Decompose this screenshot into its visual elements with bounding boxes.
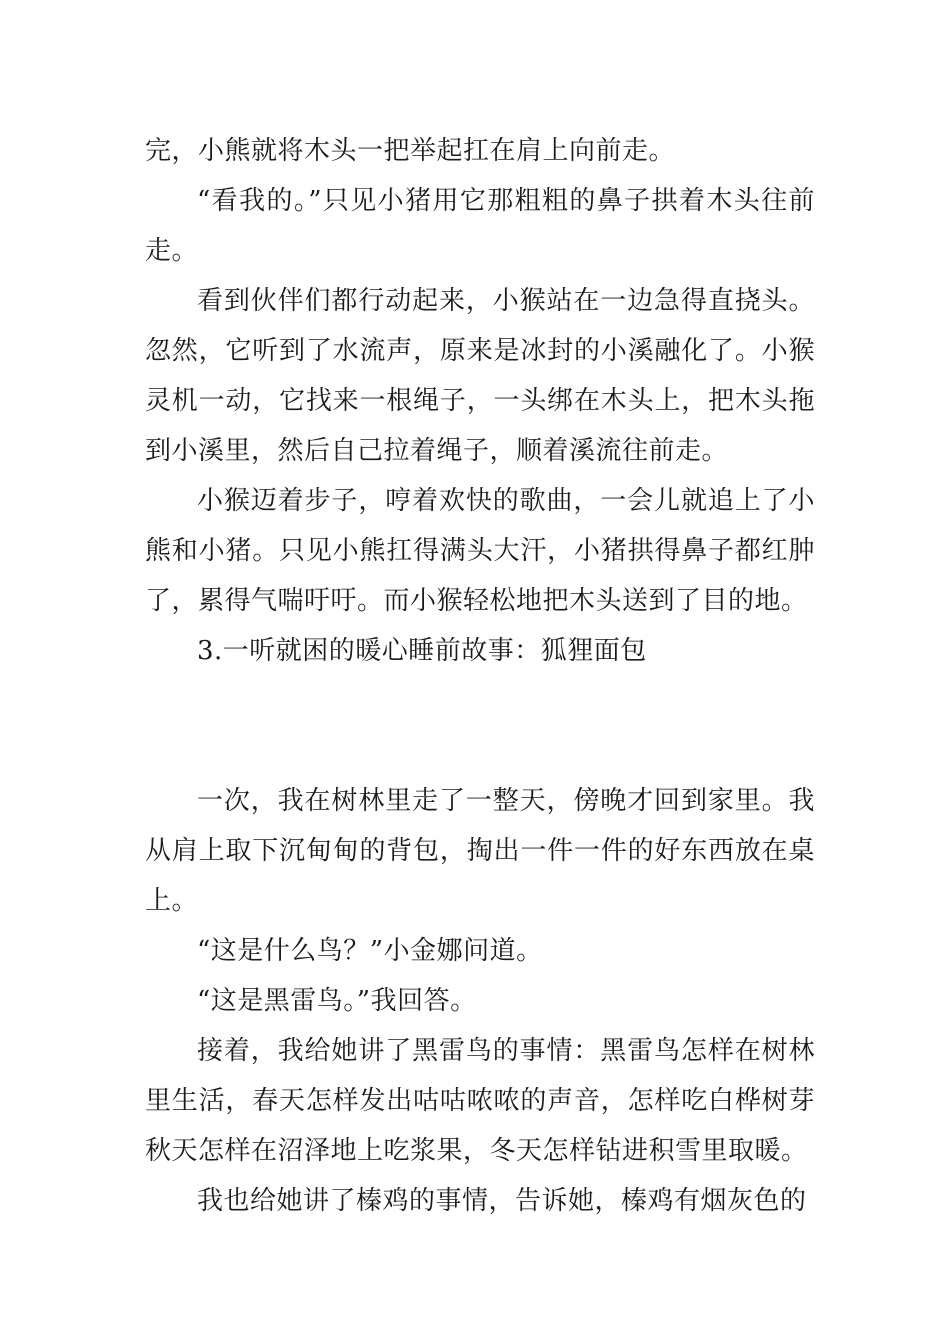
paragraph-2: “看我的。”只见小猪用它那粗粗的鼻子拱着木头往前走。 bbox=[145, 186, 815, 266]
document-body bbox=[145, 126, 815, 1226]
paragraph-3: 看到伙伴们都行动起来，小猴站在一边急得直挠头。忽然，它听到了水流声，原来是冰封的小溪融化了。小猴灵机一动，它找来一根绳子，一头绑在木头上，把木头拖到小溪里，然后自己拉着绳子，顺着溪流往前走。 bbox=[145, 286, 815, 466]
blank-space bbox=[145, 676, 815, 776]
paragraph-8: 接着，我给她讲了黑雷鸟的事情：黑雷鸟怎样在树林里生活，春天怎样发出咕咕哝哝的声音，怎样吃白桦树芽秋天怎样在沼泽地上吃浆果，冬天怎样钻进积雪里取暖。 bbox=[145, 1036, 815, 1166]
paragraph-1: 完，小熊就将木头一把举起扛在肩上向前走。 bbox=[145, 136, 676, 166]
paragraph-4: 小猴迈着步子，哼着欢快的歌曲，一会儿就追上了小熊和小猪。只见小熊扛得满头大汗，小猪拱得鼻子都红肿了，累得气喘吁吁。而小猴轻松地把木头送到了目的地。 bbox=[145, 486, 815, 616]
paragraph-6: “这是什么鸟？”小金娜问道。 bbox=[197, 936, 543, 966]
paragraph-7: “这是黑雷鸟。”我回答。 bbox=[197, 986, 477, 1016]
paragraph-5: 一次，我在树林里走了一整天，傍晚才回到家里。我从肩上取下沉甸甸的背包，掏出一件一件的好东西放在桌上。 bbox=[145, 786, 815, 916]
section-heading: 3.一听就困的暖心睡前故事：狐狸面包 bbox=[197, 636, 647, 666]
paragraph-9: 我也给她讲了榛鸡的事情，告诉她，榛鸡有烟灰色的 bbox=[197, 1186, 807, 1216]
